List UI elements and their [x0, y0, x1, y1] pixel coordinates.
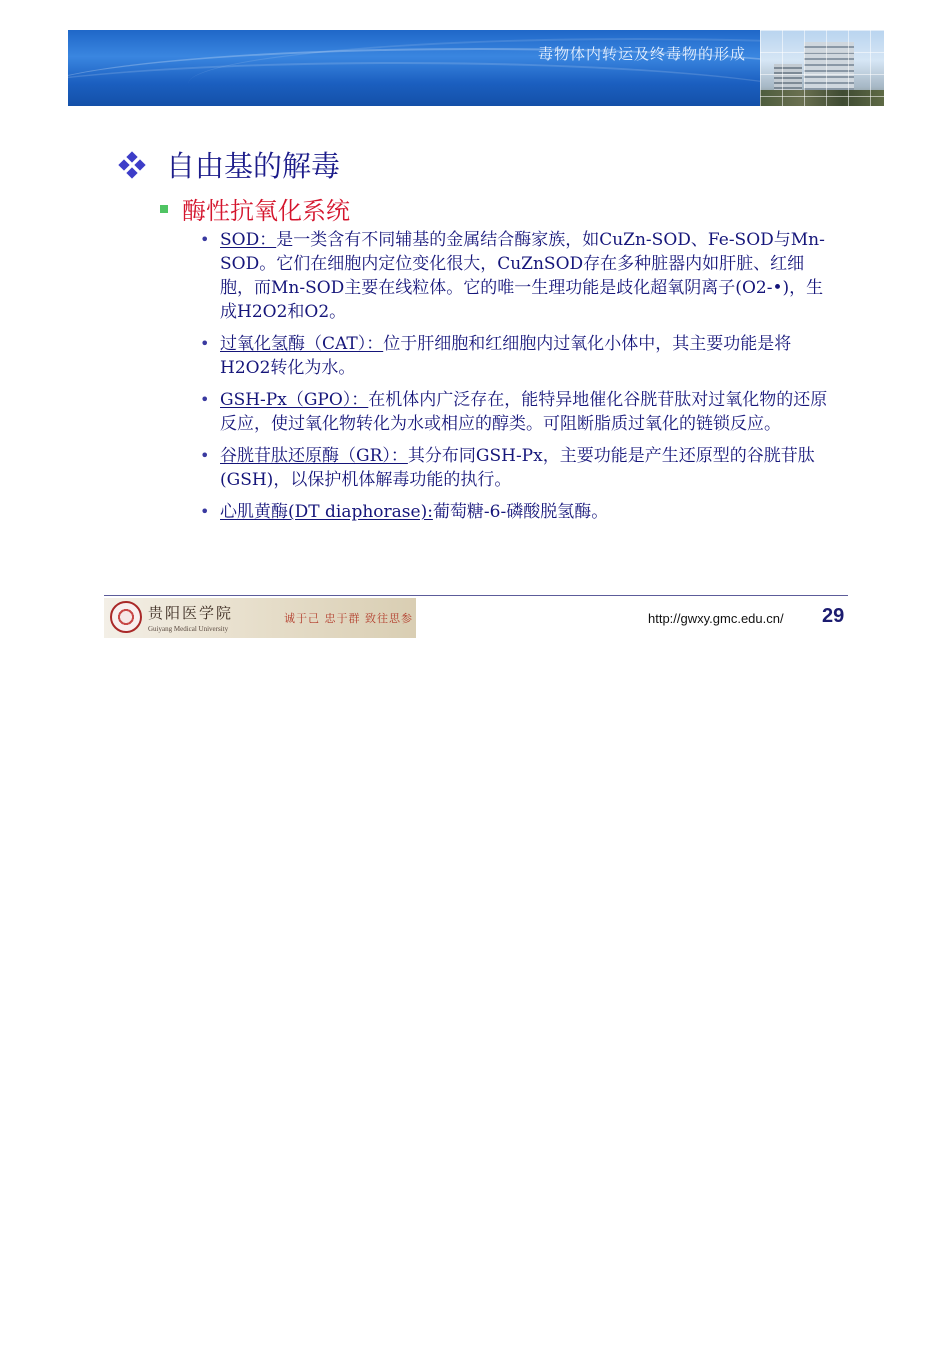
item-term: GSH-Px（GPO）：: [220, 390, 369, 410]
page-number: 29: [822, 605, 845, 627]
dot-icon: •: [200, 230, 210, 249]
campus-photo: [760, 30, 884, 106]
slide: [0, 0, 952, 660]
list-item: [198, 332, 838, 380]
university-motto: 诚于己 忠于群 致往思参: [284, 612, 413, 625]
university-name: 贵阳医学院: [148, 604, 234, 622]
list-item: [198, 228, 838, 324]
subsection-heading: [160, 191, 350, 226]
item-text: 是一类含有不同辅基的金属结合酶家族，如CuZn-SOD、Fe-SOD与Mn-SOD。它们在细胞内定位变化很大，CuZnSOD存在多种脏器内如肝脏、红细胞，而Mn-SOD主要在线粒体。它的唯一生理功能是歧化超氧阴离子(O2-•)，生成H2O2和O2。: [220, 230, 825, 322]
section-heading: [118, 144, 340, 185]
item-term: 谷胱苷肽还原酶（GR）：: [220, 446, 408, 466]
header-title: 毒物体内转运及终毒物的形成: [537, 45, 746, 63]
list-item: [198, 500, 838, 524]
footer-logo-banner: [104, 598, 416, 638]
university-name-en: Guiyang Medical University: [148, 625, 229, 633]
item-term: 过氧化氢酶（CAT）：: [220, 334, 384, 354]
item-term: 心肌黄酶(DT diaphorase):: [220, 502, 433, 522]
list-item: [198, 444, 838, 492]
item-text: 其分布同GSH-Px，主要功能是产生还原型的谷胱苷肽(GSH)，以保护机体解毒功能的执行。: [220, 446, 815, 490]
university-seal-icon: [110, 601, 142, 633]
list-item: [198, 388, 838, 436]
header-banner: [68, 30, 760, 106]
footer-divider: [104, 595, 848, 596]
subheading-text: 酶性抗氧化系统: [182, 197, 350, 225]
item-text: 位于肝细胞和红细胞内过氧化小体中，其主要功能是将H2O2转化为水。: [220, 334, 792, 378]
item-text: 葡萄糖-6-磷酸脱氢酶。: [432, 502, 609, 522]
green-square-icon: [160, 205, 168, 213]
dot-icon: •: [200, 502, 210, 521]
item-term: SOD：: [220, 230, 277, 250]
enzyme-list: [198, 228, 838, 532]
dot-icon: •: [200, 446, 210, 465]
dot-icon: •: [200, 334, 210, 353]
item-text: 在机体内广泛存在，能特异地催化谷胱苷肽对过氧化物的还原反应，使过氧化物转化为水或相应的醇类。可阻断脂质过氧化的链锁反应。: [220, 390, 828, 434]
footer-url[interactable]: http://gwxy.gmc.edu.cn/: [648, 611, 784, 626]
heading-text: 自由基的解毒: [166, 149, 341, 183]
dot-icon: •: [200, 390, 210, 409]
diamond-cluster-icon: [118, 151, 146, 179]
